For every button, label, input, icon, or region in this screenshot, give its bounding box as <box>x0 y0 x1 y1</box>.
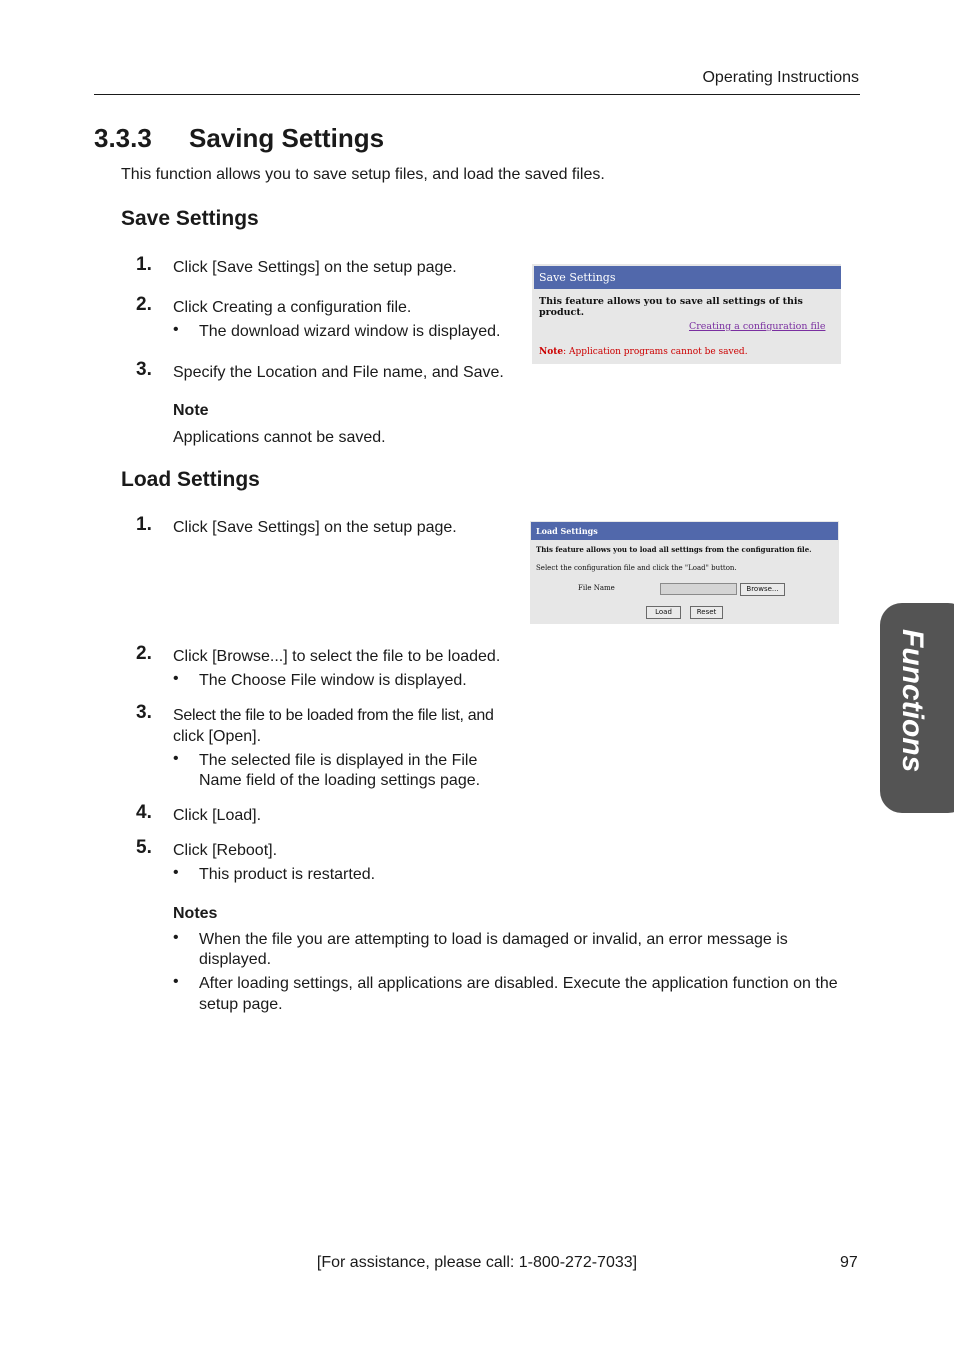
save-settings-heading: Save Settings <box>121 207 259 230</box>
bullet-icon: • <box>173 973 179 990</box>
save-step-1-text: Click [Save Settings] on the setup page. <box>173 259 457 276</box>
section-intro: This function allows you to save setup files, and load the saved files. <box>121 166 605 183</box>
load-step-4-text: Click [Load]. <box>173 807 262 824</box>
load-note-2-line1: After loading settings, all applications are disabled. Execute the application function on the <box>199 975 838 992</box>
page-number: 97 <box>840 1254 858 1271</box>
file-name-input[interactable] <box>660 583 737 595</box>
save-note-text: Applications cannot be saved. <box>173 429 386 446</box>
reset-button[interactable]: Reset <box>690 606 723 619</box>
save-screen-description: This feature allows you to save all settings of this product. <box>539 296 803 318</box>
save-screen-note-text: : Application programs cannot be saved. <box>563 347 748 357</box>
save-step-1-number: 1. <box>136 254 152 275</box>
load-screen-instruction: Select the configuration file and click the "Load" button. <box>536 564 737 572</box>
save-screen-title: Save Settings <box>534 266 841 289</box>
load-step-4-number: 4. <box>136 802 152 823</box>
load-step-3-text-line1: Select the file to be loaded from the file list, and <box>173 707 494 724</box>
save-step-2-number: 2. <box>136 294 152 315</box>
running-header: Operating Instructions <box>702 69 859 86</box>
load-step-1-number: 1. <box>136 514 152 535</box>
load-step-1-text: Click [Save Settings] on the setup page. <box>173 519 457 536</box>
load-step-2-bullet: The Choose File window is displayed. <box>199 672 467 689</box>
load-step-5-bullet: This product is restarted. <box>199 866 376 883</box>
load-note-1-line1: When the file you are attempting to load is damaged or invalid, an error message is <box>199 931 788 948</box>
load-step-3-text-line2: click [Open]. <box>173 728 262 745</box>
save-step-2-bullet: The download wizard window is displayed. <box>199 323 501 340</box>
save-screen-note <box>539 347 748 357</box>
chapter-side-tab-label: Functions <box>896 629 929 773</box>
save-step-3-number: 3. <box>136 359 152 380</box>
load-screen-title: Load Settings <box>531 522 838 540</box>
load-button[interactable]: Load <box>646 606 681 619</box>
load-note-2-line2: setup page. <box>199 996 283 1013</box>
load-notes-heading: Notes <box>173 905 218 922</box>
load-step-3-bullet-line2: Name field of the loading settings page. <box>199 772 481 789</box>
section-title: Saving Settings <box>189 123 385 153</box>
load-settings-heading: Load Settings <box>121 468 260 491</box>
save-step-2-text: Click Creating a configuration file. <box>173 299 412 316</box>
load-screen-description: This feature allows you to load all settings from the configuration file. <box>536 545 812 554</box>
load-step-3-number: 3. <box>136 702 152 723</box>
save-step-3-text: Specify the Location and File name, and Save. <box>173 364 504 381</box>
save-screen-note-label: Note <box>539 347 564 357</box>
load-note-1-line2: displayed. <box>199 951 272 968</box>
browse-button[interactable]: Browse... <box>740 583 785 596</box>
header-rule <box>94 94 860 95</box>
load-step-2-number: 2. <box>136 643 152 664</box>
bullet-icon: • <box>173 929 179 946</box>
file-name-label: File Name <box>578 584 615 592</box>
bullet-icon: • <box>173 670 179 687</box>
save-settings-screenshot <box>532 264 841 364</box>
load-step-3-bullet-line1: The selected file is displayed in the File <box>199 752 478 769</box>
load-settings-screenshot <box>530 521 839 624</box>
load-step-5-text: Click [Reboot]. <box>173 842 278 859</box>
load-step-2-text: Click [Browse...] to select the file to be loaded. <box>173 648 501 665</box>
assistance-footer: [For assistance, please call: 1-800-272-7033] <box>316 1254 638 1271</box>
bullet-icon: • <box>173 750 179 767</box>
load-step-5-number: 5. <box>136 837 152 858</box>
create-config-file-link[interactable]: Creating a configuration file <box>689 321 826 332</box>
chapter-side-tab <box>880 603 954 813</box>
bullet-icon: • <box>173 321 179 338</box>
bullet-icon: • <box>173 864 179 881</box>
section-number: 3.3.3 <box>94 123 152 153</box>
save-note-heading: Note <box>173 402 209 419</box>
